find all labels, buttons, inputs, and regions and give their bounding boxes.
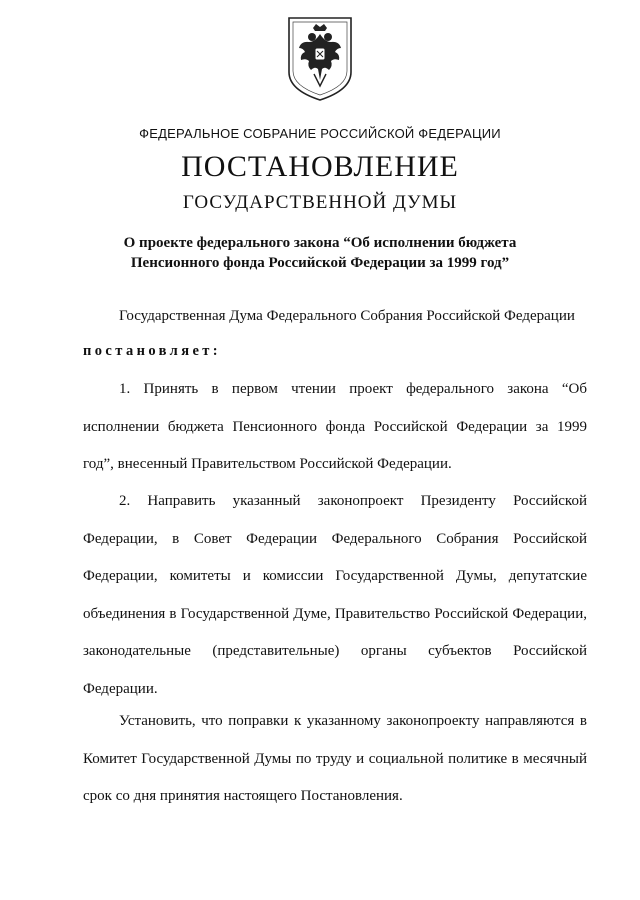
document-type-heading: ПОСТАНОВЛЕНИЕ [181, 150, 459, 183]
intro-paragraph [83, 298, 587, 336]
coat-of-arms-icon [285, 14, 355, 104]
document-subject: О проекте федерального закона “Об исполнении бюджета Пенсионного фонда Российской Федерации за 1999 год” [123, 235, 517, 271]
closing-paragraph [83, 703, 587, 816]
intro-text: Государственная Дума Федерального Собрания Российской Федерации [119, 308, 575, 324]
resolution-item-text: 2. Направить указанный законопроект Президенту Российской Федерации, в Совет Федерации Федерального Собрания Российской Федерации, комитеты и комиссии Государственной Думы, депутатские объединения в Государственной Думе, Правительство Российской Федерации, законодательные (представительные) органы субъектов Российской Федерации. [83, 493, 587, 697]
resolves-word: постановляет: [83, 343, 222, 359]
resolution-item-text: 1. Принять в первом чтении проект федерального закона “Об исполнении бюджета Пенсионного фонда Российской Федерации за 1999 год”, внесенный Правительством Российской Федерации. [83, 381, 587, 472]
issuer-heading: ГОСУДАРСТВЕННОЙ ДУМЫ [182, 192, 458, 213]
resolution-item-1 [83, 371, 587, 484]
resolution-item-2 [83, 483, 587, 708]
organization-name: ФЕДЕРАЛЬНОЕ СОБРАНИЕ РОССИЙСКОЙ ФЕДЕРАЦИИ [139, 126, 501, 141]
closing-text: Установить, что поправки к указанному законопроекту направляются в Комитет Государственной Думы по труду и социальной политике в месячный срок со дня принятия настоящего Постановления. [83, 713, 587, 804]
